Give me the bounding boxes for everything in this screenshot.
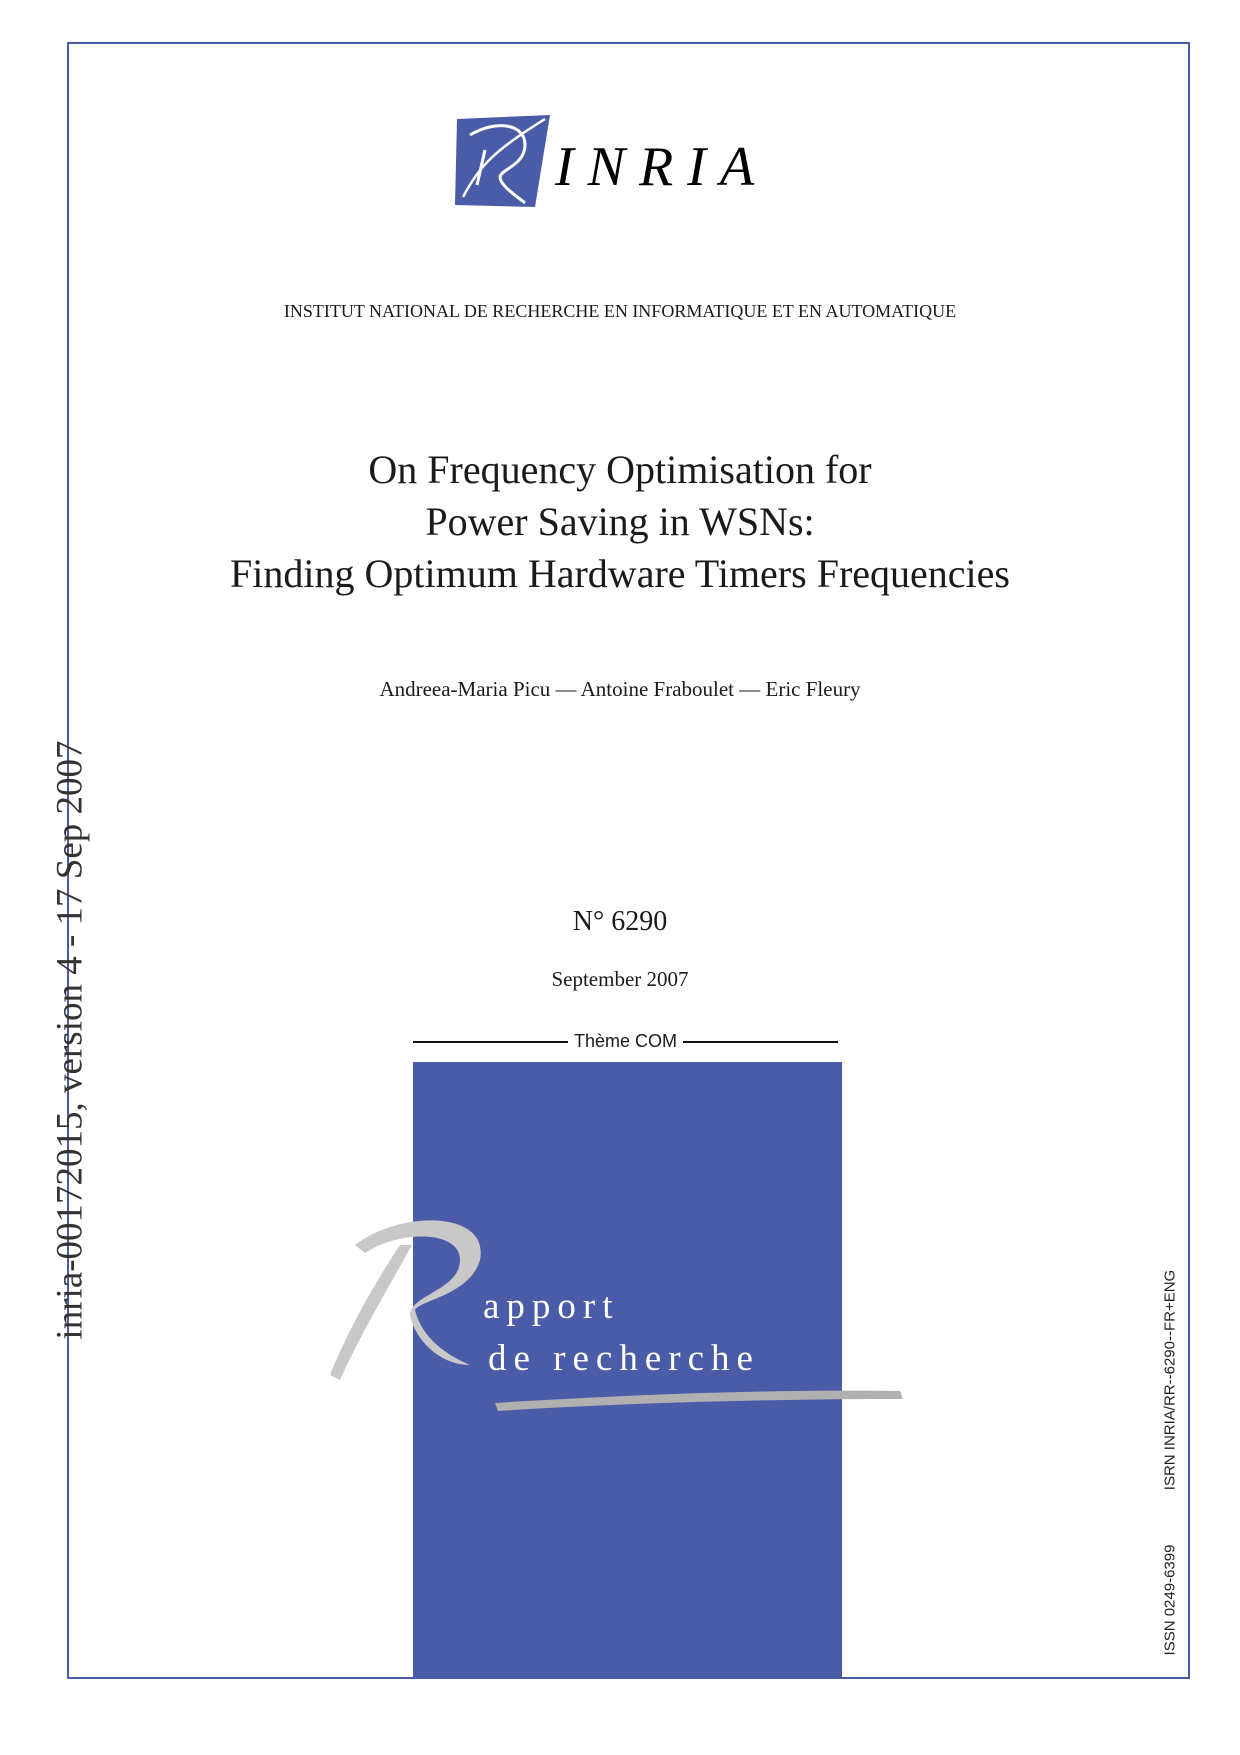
report-date: September 2007	[551, 967, 689, 991]
title-line: Finding Optimum Hardware Timers Frequencies	[230, 551, 1010, 596]
rapport-line1: apport	[483, 1286, 620, 1327]
inria-logo	[455, 115, 800, 215]
institute-name: INSTITUT NATIONAL DE RECHERCHE EN INFORMATIQUE ET EN AUTOMATIQUE	[283, 301, 957, 321]
report-number: N° 6290	[572, 906, 668, 937]
report-title	[0, 444, 1240, 600]
issn: ISSN 0249-6399	[1161, 1544, 1179, 1656]
theme-text: Thème COM	[573, 1031, 678, 1051]
svg-text:INRIA: INRIA	[555, 136, 769, 198]
isrn: ISRN INRIA/RR--6290--FR+ENG	[1161, 1269, 1179, 1491]
title-line: On Frequency Optimisation for	[368, 447, 872, 492]
rapport-line2: de recherche	[488, 1338, 760, 1379]
title-line: Power Saving in WSNs:	[425, 499, 815, 544]
authors: Andreea-Maria Picu — Antoine Fraboulet — Eric Fleury	[379, 677, 861, 701]
archive-stamp: inria-00172015, version 4 - 17 Sep 2007	[49, 740, 91, 1340]
theme-label	[413, 1031, 838, 1052]
